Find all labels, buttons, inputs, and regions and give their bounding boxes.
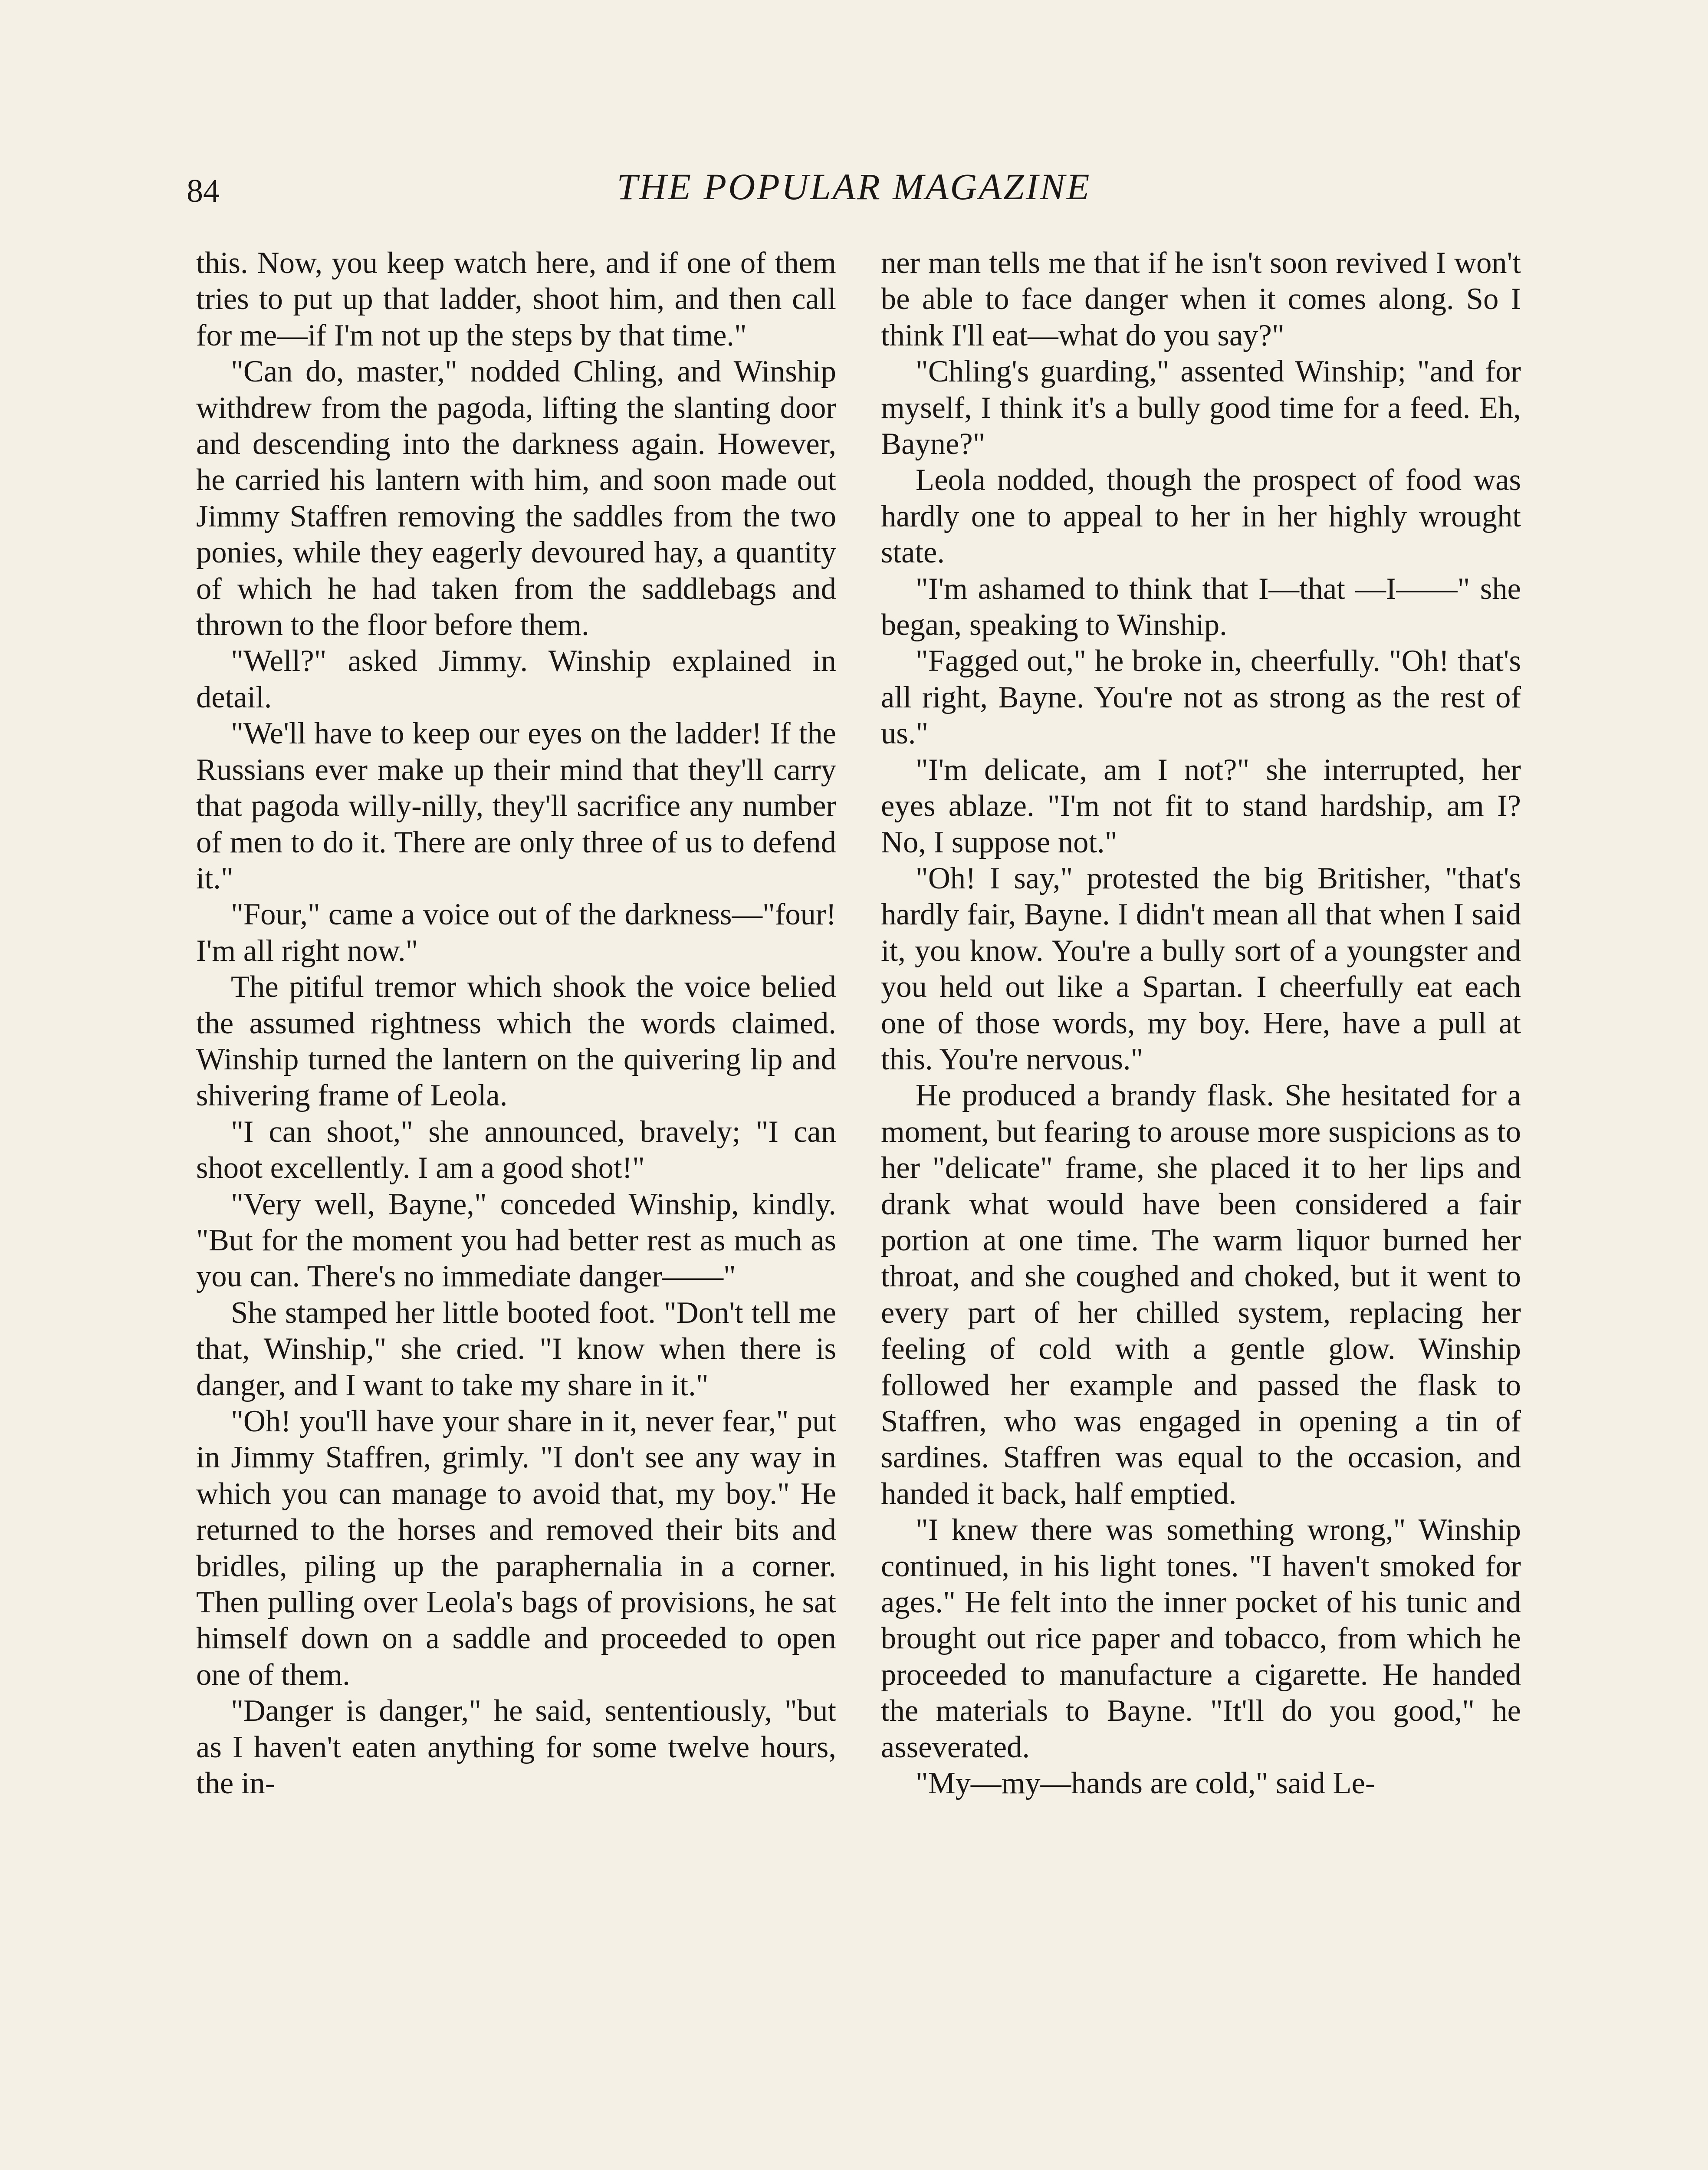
page-number: 84 — [187, 173, 220, 209]
paragraph: "Chling's guarding," assented Winship; "and for myself, I think it's a bully good time for a feed. Eh, Bayne?" — [881, 355, 1521, 461]
paragraph: He produced a brandy flask. She hesitated for a moment, but fearing to arouse more suspicions as to her "delicate" frame, she placed it to her lips and drank what would have been considered a fair portion at one time. The warm liquor burned her throat, and she coughed and choked, but it went to every part of her chilled system, replacing her feeling of cold with a gentle glow. Winship followed her example and passed the flask to Staffren, who was engaged in opening a tin of sardines. Staffren was equal to the occasion, and handed it back, half emptied. — [881, 1078, 1521, 1511]
right-column — [881, 245, 1521, 1802]
paragraph: She stamped her little booted foot. "Don't tell me that, Winship," she cried. "I know when there is danger, and I want to take my share in it." — [196, 1295, 836, 1402]
paragraph: "Danger is danger," he said, sententiously, "but as I haven't eaten anything for some twelve hours, the in- — [196, 1694, 836, 1801]
paragraph: "We'll have to keep our eyes on the ladder! If the Russians ever make up their mind that they'll carry that pagoda willy-nilly, they'll sacrifice any number of men to do it. There are only three of us to defend it." — [196, 717, 836, 895]
paragraph: this. Now, you keep watch here, and if one of them tries to put up that ladder, shoot him, and then call for me—if I'm not up the steps by that time." — [196, 246, 836, 352]
paragraph: The pitiful tremor which shook the voice belied the assumed rightness which the words claimed. Winship turned the lantern on the quivering lip and shivering frame of Leola. — [196, 970, 836, 1113]
paragraph: "My—my—hands are cold," said Le- — [916, 1766, 1376, 1801]
page-header — [187, 165, 1521, 217]
paragraph: "Very well, Bayne," conceded Winship, kindly. "But for the moment you had better rest as much as you can. There's no immediate danger——" — [196, 1187, 836, 1294]
paragraph: "I can shoot," she announced, bravely; "I can shoot excellently. I am a good shot!" — [196, 1115, 836, 1185]
left-column — [196, 245, 836, 1802]
paragraph: "I knew there was something wrong," Winship continued, in his light tones. "I haven't smoked for ages." He felt into the inner pocket of his tunic and brought out rice paper and tobacco, from which he proceeded to manufacture a cigarette. He handed the materials to Bayne. "It'll do you good," he asseverated. — [881, 1513, 1521, 1764]
paragraph: "Four," came a voice out of the darkness—"four! I'm all right now." — [196, 898, 836, 968]
paragraph: "Can do, master," nodded Chling, and Winship withdrew from the pagoda, lifting the slanting door and descending into the darkness again. However, he carried his lantern with him, and soon made out Jimmy Staffren removing the saddles from the two ponies, while they eagerly devoured hay, a quantity of which he had taken from the saddlebags and thrown to the floor before them. — [196, 355, 836, 642]
paragraph: "Fagged out," he broke in, cheerfully. "Oh! that's all right, Bayne. You're not as strong as the rest of us." — [881, 644, 1521, 751]
paragraph: "I'm delicate, am I not?" she interrupted, her eyes ablaze. "I'm not fit to stand hardship, am I? No, I suppose not." — [881, 753, 1521, 859]
running-title: THE POPULAR MAGAZINE — [617, 166, 1091, 207]
paragraph: "Well?" asked Jimmy. Winship explained in detail. — [196, 644, 836, 714]
paragraph: Leola nodded, though the prospect of food was hardly one to appeal to her in her highly wrought state. — [881, 463, 1521, 570]
paragraph: "Oh! you'll have your share in it, never fear," put in Jimmy Staffren, grimly. "I don't see any way in which you can manage to avoid that, my boy." He returned to the horses and removed their bits and bridles, piling up the paraphernalia in a corner. Then pulling over Leola's bags of provisions, he sat himself down on a saddle and proceeded to open one of them. — [196, 1404, 836, 1692]
paragraph: "I'm ashamed to think that I—that —I——" she began, speaking to Winship. — [881, 572, 1521, 642]
paragraph: ner man tells me that if he isn't soon revived I won't be able to face danger when it comes along. So I think I'll eat—what do you say?" — [881, 246, 1521, 352]
paragraph: "Oh! I say," protested the big Britisher, "that's hardly fair, Bayne. I didn't mean all that when I said it, you know. You're a bully sort of a youngster and you held out like a Spartan. I cheerfully eat each one of those words, my boy. Here, have a pull at this. You're nervous." — [881, 861, 1521, 1076]
